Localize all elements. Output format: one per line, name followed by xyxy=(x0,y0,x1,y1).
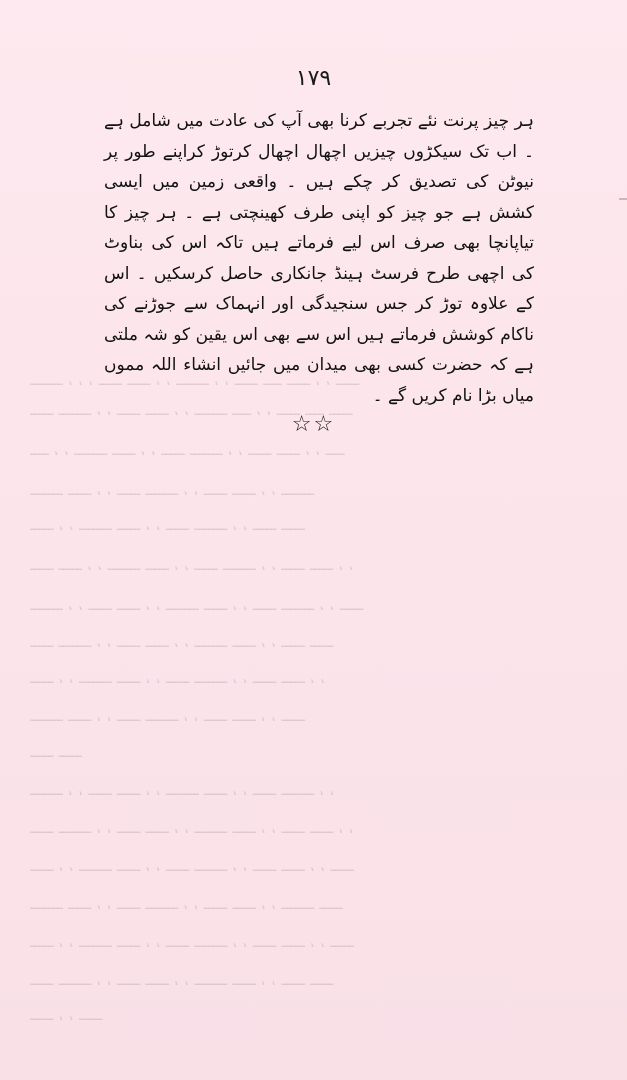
book-page: ۱۷۹ ہر چیز پرنت نئے تجربے کرنا بھی آپ کی عادت میں شامل ہے ۔ اب تک سیکڑوں چیزیں اچھال اچھال کرتوڑ کراپنے طور پر نیوٹن کی تصدیق کر چکے ہیں ۔ واقعی زمین میں ایسی کشش ہے جو چیز کو اپنی طرف کھینچتی ہے ۔ ہر چیز کا تیاپانچا بھی صرف اس لیے فرماتے ہیں تاکہ اس کی بناوٹ کی اچھی طرح فرسٹ ہینڈ جانکاری حاصل کرسکیں ۔ اس کے علاوہ توڑ کر جس سنجیدگی اور انہماک سے جوڑنے کی ناکام کوشش فرماتے ہیں اس سے بھی اس یقین کو شہ ملتی ہے کہ حضرت کسی بھی میدان میں جائیں انشاء اللہ مموں میاں بڑا نام کریں گے ۔ ☆☆ ‎ـــــــ ، ، ، ـــــ ـــــ ، ، ـــــــ ، ، ـــــ ــــ ـــــ ، ، ـــــ ـــــ ـــــــ ، ، ـــــ ـــــ ، ، ـــــــ ــــ ، ، ـــــ ــــ ـــــ ــــ ، ، ـــــــ ـــــ ، ، ـــــ ـــــــ ، ، ـــــ ـــــ ، ، ــــ ـــــــ ـــــ ، ، ـــــ ـــــــ ، ، ـــــ ـــــ ، ، ـــــــ ـــــ ، ، ـــــــ ـــــ ، ، ـــــ ـــــــ ، ، ـــــ ـــــ ـــــ ـــــ ، ، ـــــــ ـــــ ، ، ـــــ ـــــــ ، ، ـــــ ـــــ ، ، ـــــــ ، ، ـــــ ـــــ ، ، ـــــــ ـــــ ، ، ـــــ ـــــــ ، ، ـــــ ـــــ ـــــــ ، ، ـــــ ـــــ ، ، ـــــــ ـــــ ، ، ـــــ ـــــ ـــــ ، ، ـــــــ ـــــ ، ، ـــــ ـــــــ ، ، ـــــ ـــــ ، ، ـــــــ ـــــ ، ، ـــــ ـــــــ ، ، ـــــ ـــــ ، ، ـــــ ـــــ ـــــ ـــــــ ، ، ـــــ ـــــ ، ، ـــــــ ـــــ ، ، ـــــ ـــــــ ، ، ـــــ ـــــــ ، ، ـــــ ـــــ ، ، ـــــــ ـــــ ، ، ـــــ ـــــ ، ، ـــــ ، ، ـــــــ ـــــ ، ، ـــــ ـــــــ ، ، ـــــ ـــــ ، ، ـــــ ـــــــ ـــــ ، ، ـــــ ـــــــ ، ، ـــــ ـــــ ، ، ـــــــ ـــــ ـــــ ، ، ـــــــ ـــــ ، ، ـــــ ـــــــ ، ، ـــــ ـــــ ، ، ـــــ ـــــ ـــــــ ، ، ـــــ ـــــ ، ، ـــــــ ـــــ ، ، ـــــ ـــــ ـــــ ، ، ـــــ xyxy=(0,0,627,1080)
paragraph-text: ہر چیز پرنت نئے تجربے کرنا بھی آپ کی عادت میں شامل ہے ۔ اب تک سیکڑوں چیزیں اچھال اچھال کرتوڑ کراپنے طور پر نیوٹن کی تصدیق کر چکے ہیں ۔ واقعی زمین میں ایسی کشش ہے جو چیز کو اپنی طرف کھینچتی ہے ۔ ہر چیز کا تیاپانچا بھی صرف اس لیے فرماتے ہیں تاکہ اس کی بناوٹ کی اچھی طرح فرسٹ ہینڈ جانکاری حاصل کرسکیں ۔ اس کے علاوہ توڑ کر جس سنجیدگی اور انہماک سے جوڑنے کی ناکام کوشش فرماتے ہیں اس سے بھی اس یقین کو شہ ملتی ہے کہ حضرت کسی بھی میدان میں جائیں انشاء اللہ مموں میاں بڑا نام کریں گے ۔ xyxy=(104,111,534,406)
page-edge-mark xyxy=(619,198,627,200)
page-number: ۱۷۹ xyxy=(295,66,332,91)
main-paragraph xyxy=(104,106,534,411)
section-divider-stars: ☆☆ xyxy=(291,412,336,437)
